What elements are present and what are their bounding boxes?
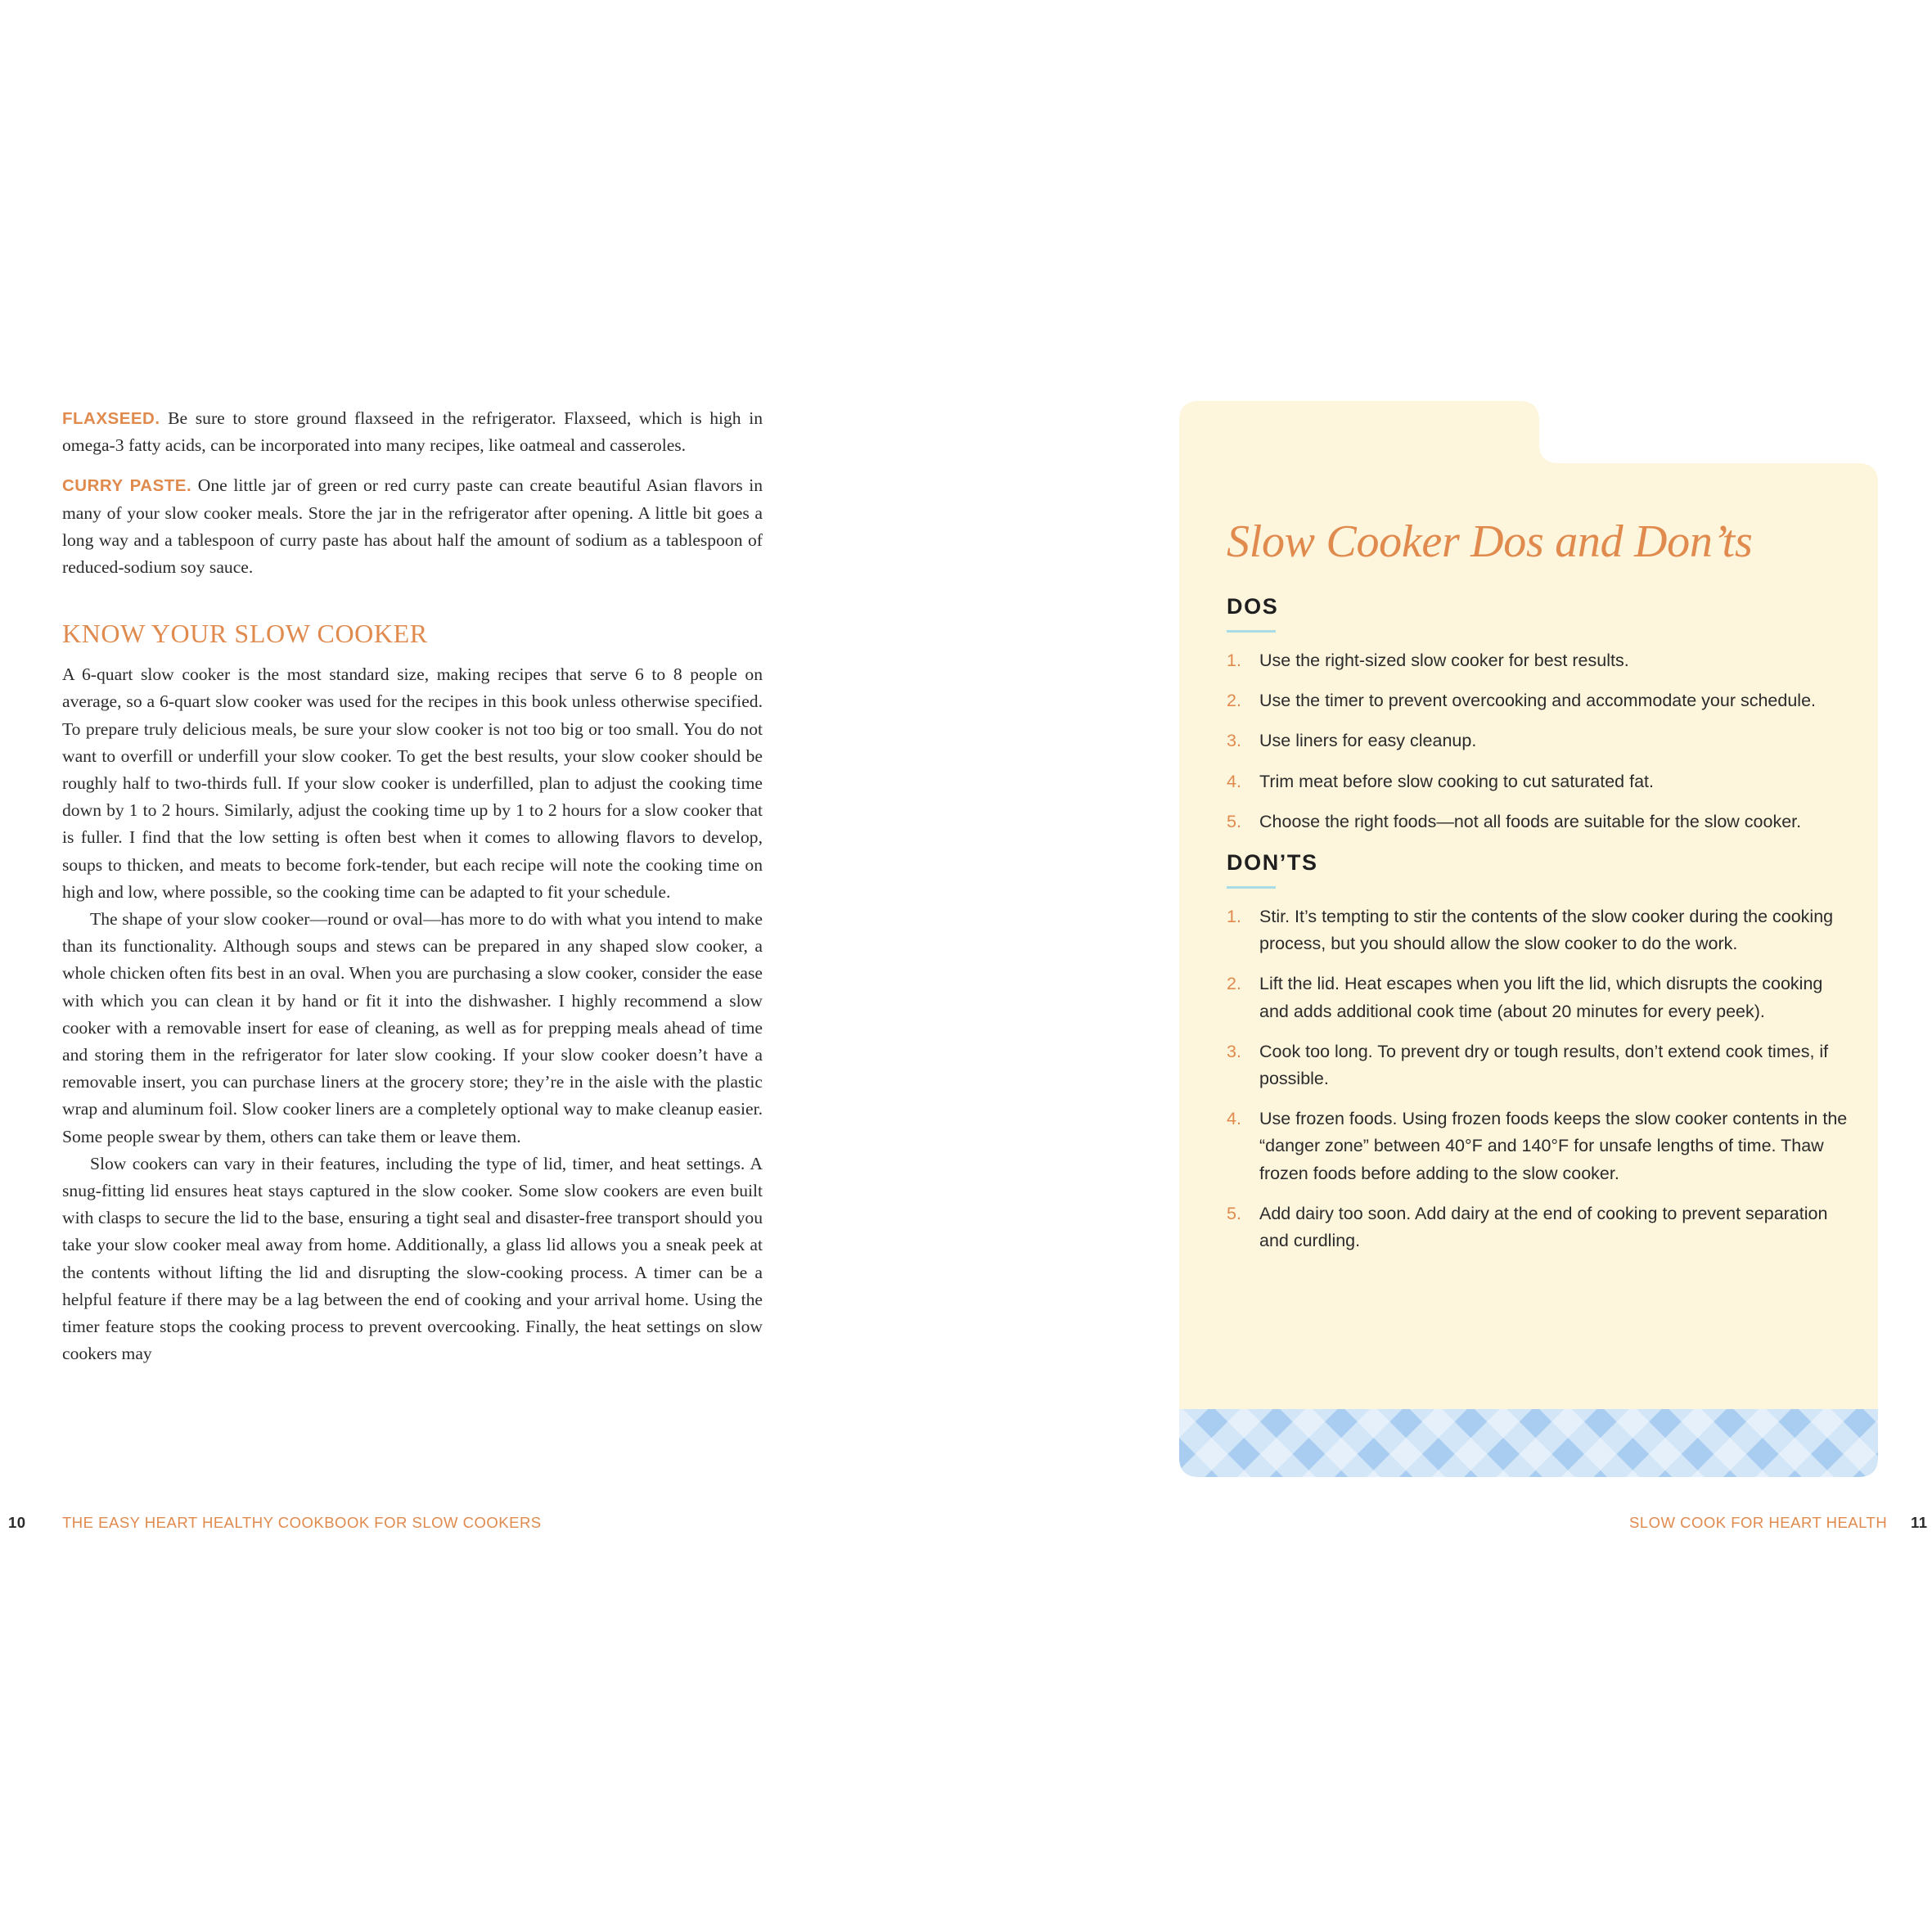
ingredient-text: Be sure to store ground flaxseed in the refrigerator. Flaxseed, which is high in omega-3 fatty acids, can be incorporated into many recipes, like oatmeal and casseroles.: [62, 408, 763, 456]
list-item: [1227, 971, 1849, 1025]
list-text: Add dairy too soon. Add dairy at the end of cooking to prevent separation and curdling.: [1259, 1203, 1828, 1251]
list-text: Choose the right foods—not all foods are suitable for the slow cooker.: [1259, 811, 1802, 831]
donts-list: [1227, 903, 1849, 1254]
list-number: 2.: [1227, 974, 1241, 994]
list-number: 3.: [1227, 731, 1241, 751]
ingredient-flaxseed: [62, 405, 763, 459]
list-text: Use the right-sized slow cooker for best results.: [1259, 651, 1629, 670]
list-number: 4.: [1227, 771, 1241, 791]
ingredient-text: One little jar of green or red curry paste can create beautiful Asian flavors in many of your slow cooker meals. Store the jar in the refrigerator after opening. A little bit goes a long way and a tablespoon of curry paste has about half the amount of sodium as a tablespoon of reduced-sodium soy sauce.: [62, 475, 763, 578]
page-number-left: 10: [8, 1514, 26, 1531]
dos-list: [1227, 647, 1849, 835]
list-item: [1227, 727, 1849, 754]
list-text: Use liners for easy cleanup.: [1259, 731, 1477, 751]
list-text: Trim meat before slow cooking to cut saturated fat.: [1259, 771, 1654, 791]
list-number: 5.: [1227, 1203, 1241, 1223]
list-number: 3.: [1227, 1041, 1241, 1061]
list-number: 1.: [1227, 651, 1241, 670]
list-item: [1227, 1038, 1849, 1092]
page-number-right: 11: [1911, 1514, 1928, 1531]
donts-heading: DON’TS: [1227, 850, 1318, 876]
list-item: [1227, 1106, 1849, 1187]
list-text: Use the timer to prevent overcooking and accommodate your schedule.: [1259, 691, 1817, 711]
body-paragraph: The shape of your slow cooker—round or oval—has more to do with what you intend to make than its functionality. Although soups and stews can be prepared in any shaped slow cooker, a whole chicken often fits best in an oval. When you are purchasing a slow cooker, consider the ease with which you can clean it by hand or fit it into the dishwasher. I highly recommend a slow cooker with a removable insert for ease of cleaning, as well as for prepping meals ahead of time and storing them in the refrigerator for later slow cooking. If your slow cooker doesn’t have a removable insert, you can purchase liners at the grocery store; they’re in the aisle with the plastic wrap and aluminum foil. Slow cooker liners are a completely optional way to make cleanup easier. Some people swear by them, others can take them or leave them.: [62, 909, 763, 1146]
ingredient-term: FLAXSEED.: [62, 409, 160, 428]
running-head-right: SLOW COOK FOR HEART HEALTH: [1629, 1514, 1888, 1531]
heading-rule: [1227, 630, 1276, 633]
list-item: [1227, 687, 1849, 714]
dos-heading: DOS: [1227, 594, 1279, 619]
list-item: [1227, 903, 1849, 957]
sidebar-content: [1227, 516, 1849, 1268]
ingredient-curry-paste: [62, 472, 763, 581]
list-number: 4.: [1227, 1109, 1241, 1129]
list-text: Cook too long. To prevent dry or tough results, don’t extend cook times, if possible.: [1259, 1041, 1829, 1089]
list-item: [1227, 768, 1849, 795]
body-paragraph: Slow cookers can vary in their features, including the type of lid, timer, and heat settings. A snug-fitting lid ensures heat stays captured in the slow cooker. Some slow cookers are even built with clasps to secure the lid to the base, ensuring a tight seal and disaster-free transport should you take your slow cooker meal away from home. Additionally, a glass lid allows you a sneak peek at the contents without lifting the lid and disrupting the slow-cooking process. A timer can be a helpful feature if there may be a lag between the end of cooking and your arrival home. Using the timer feature stops the cooking process to prevent overcooking. Finally, the heat settings on slow cookers may: [62, 1153, 763, 1364]
ingredient-term: CURRY PASTE.: [62, 476, 192, 496]
list-text: Use frozen foods. Using frozen foods keeps the slow cooker contents in the “danger zone” between 40°F and 140°F for unsafe lengths of time. Thaw frozen foods before adding to the slow cooker.: [1259, 1109, 1848, 1183]
list-text: Stir. It’s tempting to stir the contents of the slow cooker during the cooking process, but you should allow the slow cooker to do the work.: [1259, 907, 1834, 954]
running-head-left: THE EASY HEART HEALTHY COOKBOOK FOR SLOW COOKERS: [62, 1514, 542, 1531]
list-number: 2.: [1227, 691, 1241, 711]
list-text: Lift the lid. Heat escapes when you lift the lid, which disrupts the cooking and adds additional cook time (about 20 minutes for every peek).: [1259, 974, 1823, 1021]
heading-rule: [1227, 886, 1276, 889]
left-page-body: [62, 405, 763, 1368]
list-item: [1227, 1200, 1849, 1254]
sidebar-title: Slow Cooker Dos and Don’ts: [1227, 516, 1753, 567]
list-item: [1227, 647, 1849, 674]
body-paragraph: A 6-quart slow cooker is the most standard size, making recipes that serve 6 to 8 people on average, so a 6-quart slow cooker was used for the recipes in this book unless otherwise specified. To prepare truly delicious meals, be sure your slow cooker is not too big or too small. You do not want to overfill or underfill your slow cooker. To get the best results, your slow cooker should be roughly half to two-thirds full. If your slow cooker is underfilled, plan to adjust the cooking time down by 1 to 2 hours. Similarly, adjust the cooking time up by 1 to 2 hours for a slow cooker that is fuller. I find that the low setting is often best when it comes to allowing flavors to develop, soups to thicken, and meats to become fork-tender, but each recipe will note the cooking time on high and low, where possible, so the cooking time can be adapted to fit your schedule.: [62, 664, 763, 902]
list-number: 5.: [1227, 811, 1241, 831]
list-item: [1227, 808, 1849, 835]
dos-and-donts-sidebar: [1179, 401, 1878, 1477]
section-heading: KNOW YOUR SLOW COOKER: [62, 619, 428, 649]
list-number: 1.: [1227, 907, 1241, 927]
